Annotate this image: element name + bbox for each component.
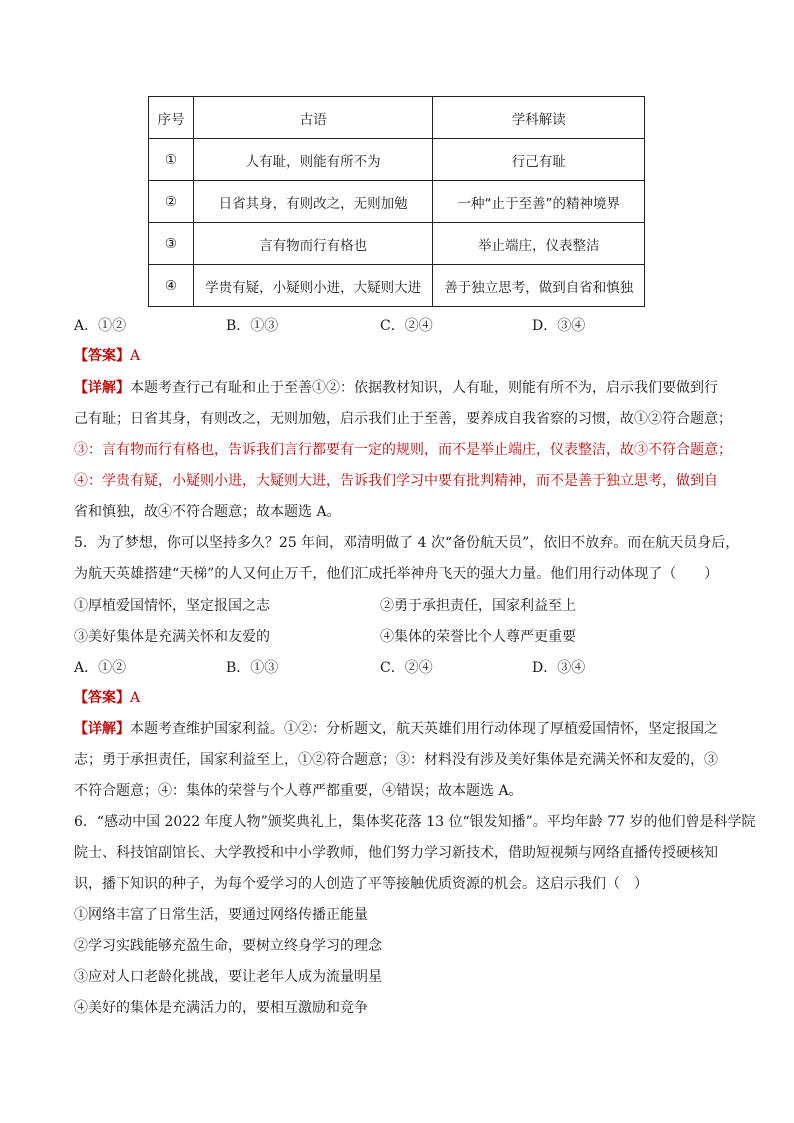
q5-detail-line-1 bbox=[74, 719, 718, 739]
table-row bbox=[149, 265, 645, 307]
table-cell: 学贵有疑，小疑则小进，大疑则大进 bbox=[193, 265, 432, 307]
table-header: 古语 bbox=[193, 97, 432, 139]
q4-option-a: A．①② bbox=[74, 318, 127, 334]
q5-choice-1: ①厚植爱国情怀，坚定报国之志 bbox=[74, 598, 270, 614]
q4-detail-line-1 bbox=[74, 378, 718, 398]
table-cell: ① bbox=[149, 139, 194, 181]
q5-choice-3: ③美好集体是充满关怀和友爱的 bbox=[74, 629, 270, 645]
q5-option-b: B．①③ bbox=[226, 660, 279, 676]
table-header: 学科解读 bbox=[433, 97, 645, 139]
table-cell: ② bbox=[149, 181, 194, 223]
table-cell: 日省其身，有则改之，无则加勉 bbox=[193, 181, 432, 223]
table-row bbox=[149, 181, 645, 223]
q5-options bbox=[74, 657, 694, 677]
table-cell: ④ bbox=[149, 265, 194, 307]
q5-option-d: D．③④ bbox=[532, 660, 586, 676]
q5-choices-row-1 bbox=[74, 595, 694, 615]
table-cell: 善于独立思考，做到自省和慎独 bbox=[433, 265, 645, 307]
table-cell: 人有耻，则能有所不为 bbox=[193, 139, 432, 181]
q6-stem-line-1: 6．“感动中国 2022 年度人物”颁奖典礼上，集体奖花落 13 位“银发知播”。平均年龄 77 岁的他们曾是科学院 bbox=[74, 814, 756, 830]
q5-stem-line-2: 为航天英雄搭建“天梯”的人又何止万千，他们汇成托举神舟飞天的强大力量。他们用行动体现了（ ） bbox=[74, 566, 719, 582]
q4-detail-line-3: ③：言有物而行有格也，告诉我们言行都要有一定的规则，而不是举止端庄，仪表整洁，故③不符合题意； bbox=[74, 442, 732, 458]
q5-option-a: A．①② bbox=[74, 660, 127, 676]
q6-choice-1: ①网络丰富了日常生活，要通过网络传播正能量 bbox=[74, 907, 368, 923]
answer-value: A bbox=[130, 348, 141, 364]
q4-option-c: C．②④ bbox=[380, 318, 433, 334]
q5-detail-line-2: 志；勇于承担责任，国家利益至上，①②符合题意；③：材料没有涉及美好集体是充满关怀和友爱的，③ bbox=[74, 752, 718, 768]
table-row bbox=[149, 223, 645, 265]
q4-answer bbox=[74, 346, 140, 366]
q4-detail-line-2: 己有耻；日省其身，有则改之，无则加勉，启示我们止于至善，要养成自我省察的习惯，故①②符合题意； bbox=[74, 411, 732, 427]
q5-detail-line-3: 不符合题意；④：集体的荣誉与个人尊严都重要，④错误；故本题选 A。 bbox=[74, 783, 523, 799]
table-cell: ③ bbox=[149, 223, 194, 265]
q5-answer bbox=[74, 688, 140, 708]
q5-choice-2: ②勇于承担责任，国家利益至上 bbox=[380, 598, 576, 614]
q5-stem-line-1: 5．为了梦想，你可以坚持多久？25 年间，邓清明做了 4 次“备份航天员”，依旧不放弃。而在航天员身后， bbox=[74, 535, 740, 551]
q5-option-c: C．②④ bbox=[380, 660, 433, 676]
q4-option-b: B．①③ bbox=[226, 318, 279, 334]
detail-tag: 【详解】 bbox=[74, 721, 130, 737]
table-header-row bbox=[149, 97, 645, 139]
table-cell: 举止端庄，仪表整洁 bbox=[433, 223, 645, 265]
table-cell: 行己有耻 bbox=[433, 139, 645, 181]
detail-text: 本题考查行己有耻和止于至善①②：依据教材知识，人有耻，则能有所不为，启示我们要做到行 bbox=[130, 380, 718, 396]
table-cell: 言有物而行有格也 bbox=[193, 223, 432, 265]
q4-options bbox=[74, 315, 694, 335]
table-header: 序号 bbox=[149, 97, 194, 139]
q5-choices-row-2 bbox=[74, 626, 694, 646]
answer-tag: 【答案】 bbox=[74, 348, 130, 364]
q5-choice-4: ④集体的荣誉比个人尊严更重要 bbox=[380, 629, 576, 645]
q6-choice-4: ④美好的集体是充满活力的，要相互激励和竞争 bbox=[74, 1000, 368, 1016]
q4-detail-line-4: ④：学贵有疑，小疑则小进，大疑则大进，告诉我们学习中要有批判精神，而不是善于独立思考，做到自 bbox=[74, 473, 718, 489]
detail-text: 本题考查维护国家利益。①②：分析题文，航天英雄们用行动体现了厚植爱国情怀，坚定报国之 bbox=[130, 721, 718, 737]
q6-choice-3: ③应对人口老龄化挑战，要让老年人成为流量明星 bbox=[74, 969, 382, 985]
table-cell: 一种“止于至善”的精神境界 bbox=[433, 181, 645, 223]
q6-choice-2: ②学习实践能够充盈生命，要树立终身学习的理念 bbox=[74, 938, 382, 954]
answer-tag: 【答案】 bbox=[74, 690, 130, 706]
table-row bbox=[149, 139, 645, 181]
q4-detail-line-5: 省和慎独，故④不符合题意；故本题选 A。 bbox=[74, 504, 341, 520]
q4-option-d: D．③④ bbox=[532, 318, 586, 334]
answer-value: A bbox=[130, 690, 141, 706]
q6-stem-line-2: 院士、科技馆副馆长、大学教授和中小学教师，他们努力学习新技术，借助短视频与网络直播传授硬核知 bbox=[74, 845, 718, 861]
classical-quotes-table bbox=[148, 96, 645, 307]
q6-stem-line-3: 识，播下知识的种子，为每个爱学习的人创造了平等接触优质资源的机会。这启示我们（ ） bbox=[74, 876, 648, 892]
detail-tag: 【详解】 bbox=[74, 380, 130, 396]
